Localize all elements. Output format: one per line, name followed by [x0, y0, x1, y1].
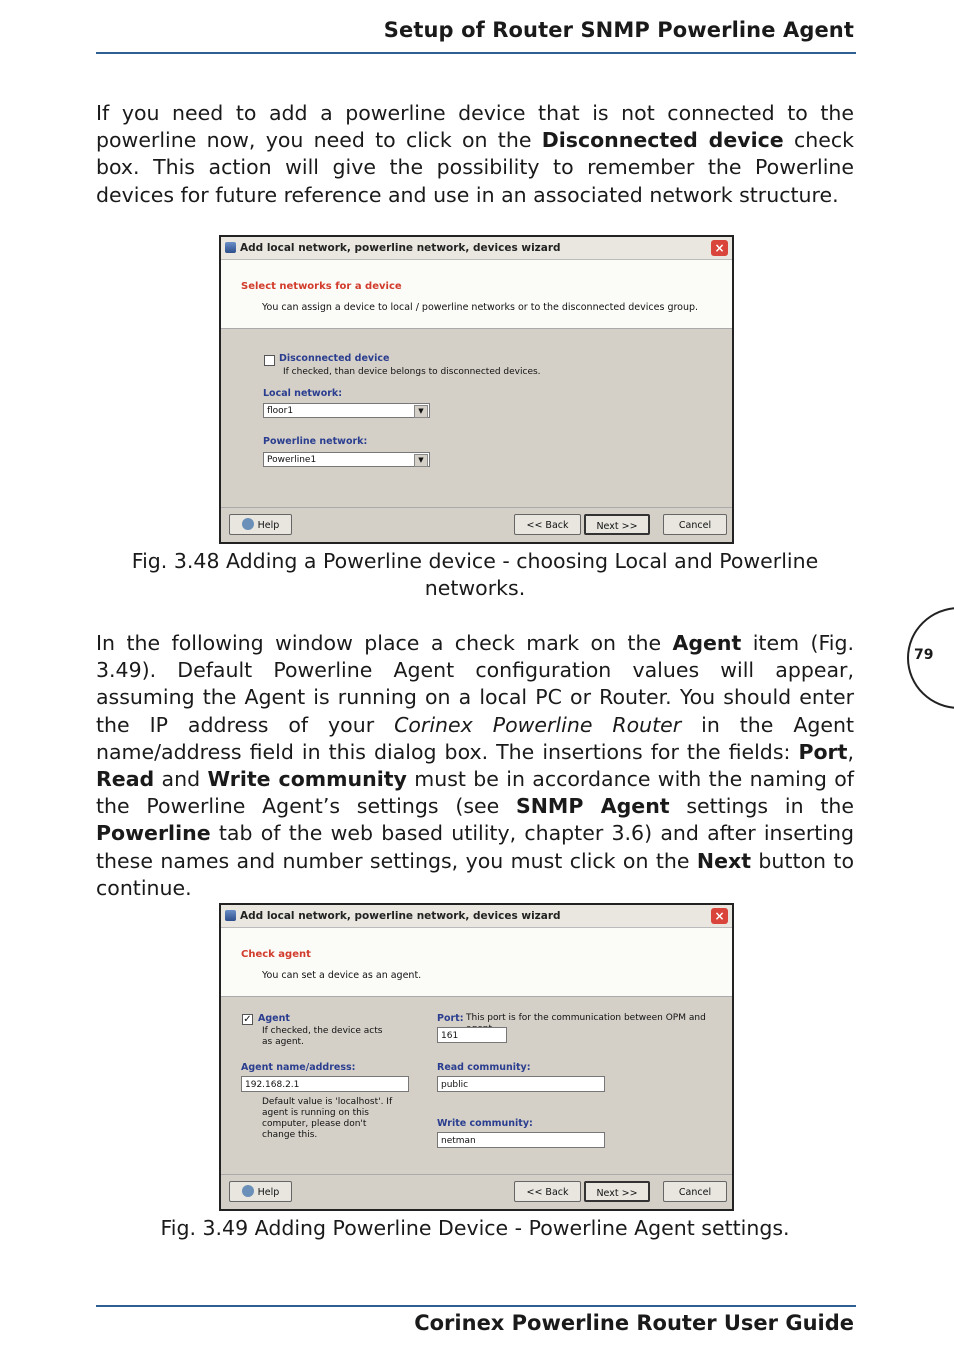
dialog-title: Add local network, powerline network, devices wizard: [240, 242, 561, 254]
dialog-titlebar: [221, 905, 732, 928]
header-rule: [96, 52, 856, 54]
powerline-network-label: Powerline network:: [263, 436, 368, 447]
back-button[interactable]: << Back: [514, 1181, 581, 1202]
paragraph-agent: In the following window place a check mark on the Agent item (Fig. 3.49). Default Powerline Agent configuration values will appear, assuming the Agent is running on a local PC or Router. You should enter the IP address of your Corinex Powerline Router in the Agent name/address field in this dialog box. The insertions for the fields: Port, Read and Write community must be in accordance with the naming of the Powerline Agent’s settings (see SNMP Agent settings in the Powerline tab of the web based utility, chapter 3.6) and after inserting these names and number settings, you must click on the Next button to continue.: [96, 631, 855, 900]
agent-name-label: Agent name/address:: [241, 1062, 356, 1073]
close-icon[interactable]: ×: [711, 908, 728, 924]
write-community-input[interactable]: netman: [437, 1132, 605, 1148]
chevron-down-icon[interactable]: ▼: [414, 405, 428, 418]
close-icon[interactable]: ×: [711, 240, 728, 256]
dialog-title: Add local network, powerline network, devices wizard: [240, 910, 561, 922]
figure-caption-3-49: Fig. 3.49 Adding Powerline Device - Powerline Agent settings.: [160, 1216, 790, 1240]
agent-label: Agent: [258, 1013, 290, 1024]
disconnected-device-label: Disconnected device: [279, 353, 390, 364]
agent-name-desc: Default value is 'localhost'. If agent is running on this computer, please don't change this.: [262, 1097, 393, 1140]
dialog-titlebar: [221, 237, 732, 260]
agent-name-input[interactable]: 192.168.2.1: [241, 1076, 409, 1092]
help-icon: [242, 518, 254, 530]
dialog-banner: [221, 260, 732, 329]
banner-subtitle: You can set a device as an agent.: [262, 970, 422, 981]
back-button[interactable]: << Back: [514, 514, 581, 535]
dialog-button-row: [221, 1174, 732, 1209]
running-footer: Corinex Powerline Router User Guide: [414, 1311, 854, 1335]
wizard-dialog-networks: [219, 235, 734, 544]
banner-title: Check agent: [241, 949, 311, 960]
running-header: Setup of Router SNMP Powerline Agent: [383, 18, 854, 42]
help-button[interactable]: Help: [229, 1181, 292, 1202]
port-desc: This port is for the communication between OPM and: [466, 1013, 706, 1023]
local-network-select[interactable]: floor1 ▼: [263, 403, 430, 418]
disconnected-device-desc: If checked, than device belongs to disconnected devices.: [283, 367, 541, 377]
next-button[interactable]: Next >>: [584, 514, 650, 535]
chevron-down-icon[interactable]: ▼: [414, 454, 428, 467]
agent-desc: If checked, the device acts as agent.: [262, 1026, 383, 1047]
wizard-app-icon: [225, 242, 236, 253]
page-number: 79: [914, 647, 934, 663]
page-number-tab: [907, 607, 954, 709]
help-icon: [242, 1185, 254, 1197]
port-label: Port:: [437, 1013, 464, 1024]
write-community-label: Write community:: [437, 1118, 533, 1129]
disconnected-device-checkbox[interactable]: [264, 355, 275, 366]
port-input[interactable]: 161: [437, 1027, 507, 1043]
help-button[interactable]: Help: [229, 514, 292, 535]
cancel-button[interactable]: Cancel: [663, 1181, 727, 1202]
wizard-dialog-agent: [219, 903, 734, 1211]
banner-subtitle: You can assign a device to local / powerline networks or to the disconnected devices group.: [262, 302, 699, 313]
cancel-button[interactable]: Cancel: [663, 514, 727, 535]
powerline-network-select[interactable]: Powerline1 ▼: [263, 452, 430, 467]
banner-title: Select networks for a device: [241, 281, 402, 292]
footer-rule: [96, 1305, 856, 1307]
read-community-input[interactable]: public: [437, 1076, 605, 1092]
next-button[interactable]: Next >>: [584, 1181, 650, 1202]
paragraph-disconnected: If you need to add a powerline device that is not connected to the powerline now, you need to click on the Disconnected device check box. This action will give the possibility to remember the Powerline devices for future reference and use in an associated network structure.: [96, 101, 854, 207]
read-community-label: Read community:: [437, 1062, 531, 1073]
wizard-app-icon: [225, 910, 236, 921]
local-network-label: Local network:: [263, 388, 343, 399]
agent-checkbox[interactable]: ✓: [243, 1014, 252, 1025]
figure-caption-3-48: Fig. 3.48 Adding a Powerline device - choosing Local and Powerline networks.: [131, 549, 819, 600]
dialog-banner: [221, 928, 732, 997]
dialog-button-row: [221, 507, 732, 542]
